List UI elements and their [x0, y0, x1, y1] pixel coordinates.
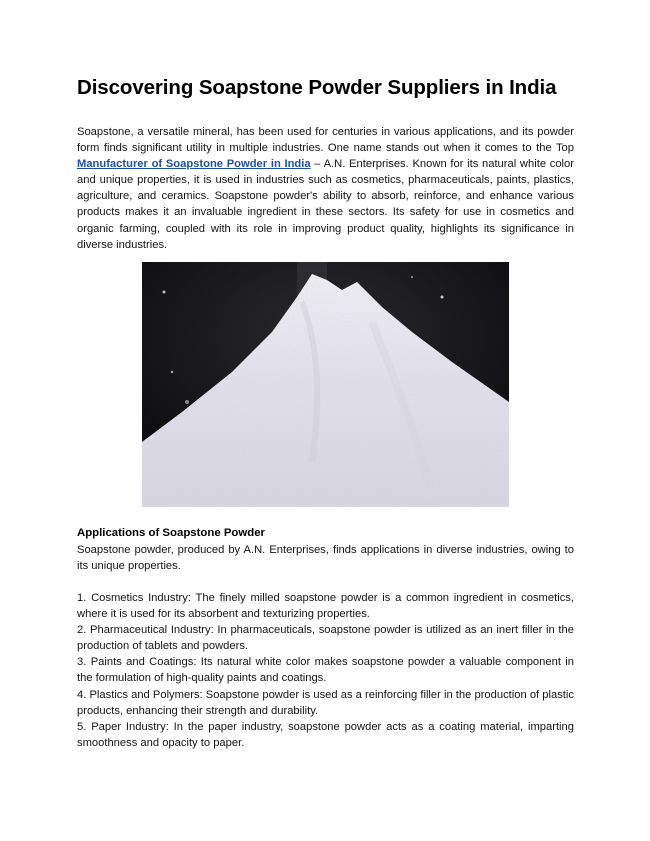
powder-pile-illustration — [142, 262, 509, 507]
application-item-paints: 3. Paints and Coatings: Its natural white color makes soapstone powder a valuable component in the formulation of high-quality paints and coatings. — [77, 656, 574, 685]
intro-paragraph — [77, 124, 574, 253]
application-item-paper: 5. Paper Industry: In the paper industry, soapstone powder acts as a coating material, imparting smoothness and opacity to paper. — [77, 720, 574, 749]
intro-text-before-link: Soapstone, a versatile mineral, has been used for centuries in various applications, and its powder form finds significant utility in multiple industries. One name stands out when it comes to the Top — [77, 126, 574, 155]
application-item-cosmetics: 1. Cosmetics Industry: The finely milled soapstone powder is a common ingredient in cosmetics, where it is used for its absorbent and texturizing properties. — [77, 592, 574, 621]
applications-intro: Soapstone powder, produced by A.N. Enterprises, finds applications in diverse industries, owing to its unique properties. — [77, 544, 574, 573]
intro-text-after-link: – A.N. Enterprises. Known for its natural white color and unique properties, it is used in industries such as cosmetics, pharmaceuticals, paints, plastics, agriculture, and ceramics. Soapstone powder's ability to absorb, reinforce, and enhance various products makes it an invaluable ingredient in these sectors. Its safety for use in cosmetics and organic farming, coupled with its role in improving product quality, highlights its significance in diverse industries. — [77, 158, 574, 251]
applications-heading: Applications of Soapstone Powder — [77, 527, 265, 539]
application-item-pharmaceutical: 2. Pharmaceutical Industry: In pharmaceuticals, soapstone powder is utilized as an inert filler in the production of tablets and powders. — [77, 624, 574, 653]
soapstone-powder-image — [142, 262, 509, 507]
manufacturer-link[interactable]: Manufacturer of Soapstone Powder in India — [77, 158, 311, 171]
page-title: Discovering Soapstone Powder Suppliers in India — [77, 76, 557, 99]
application-item-plastics: 4. Plastics and Polymers: Soapstone powder is used as a reinforcing filler in the production of plastic products, enhancing their strength and durability. — [77, 688, 574, 717]
applications-list — [77, 590, 574, 751]
